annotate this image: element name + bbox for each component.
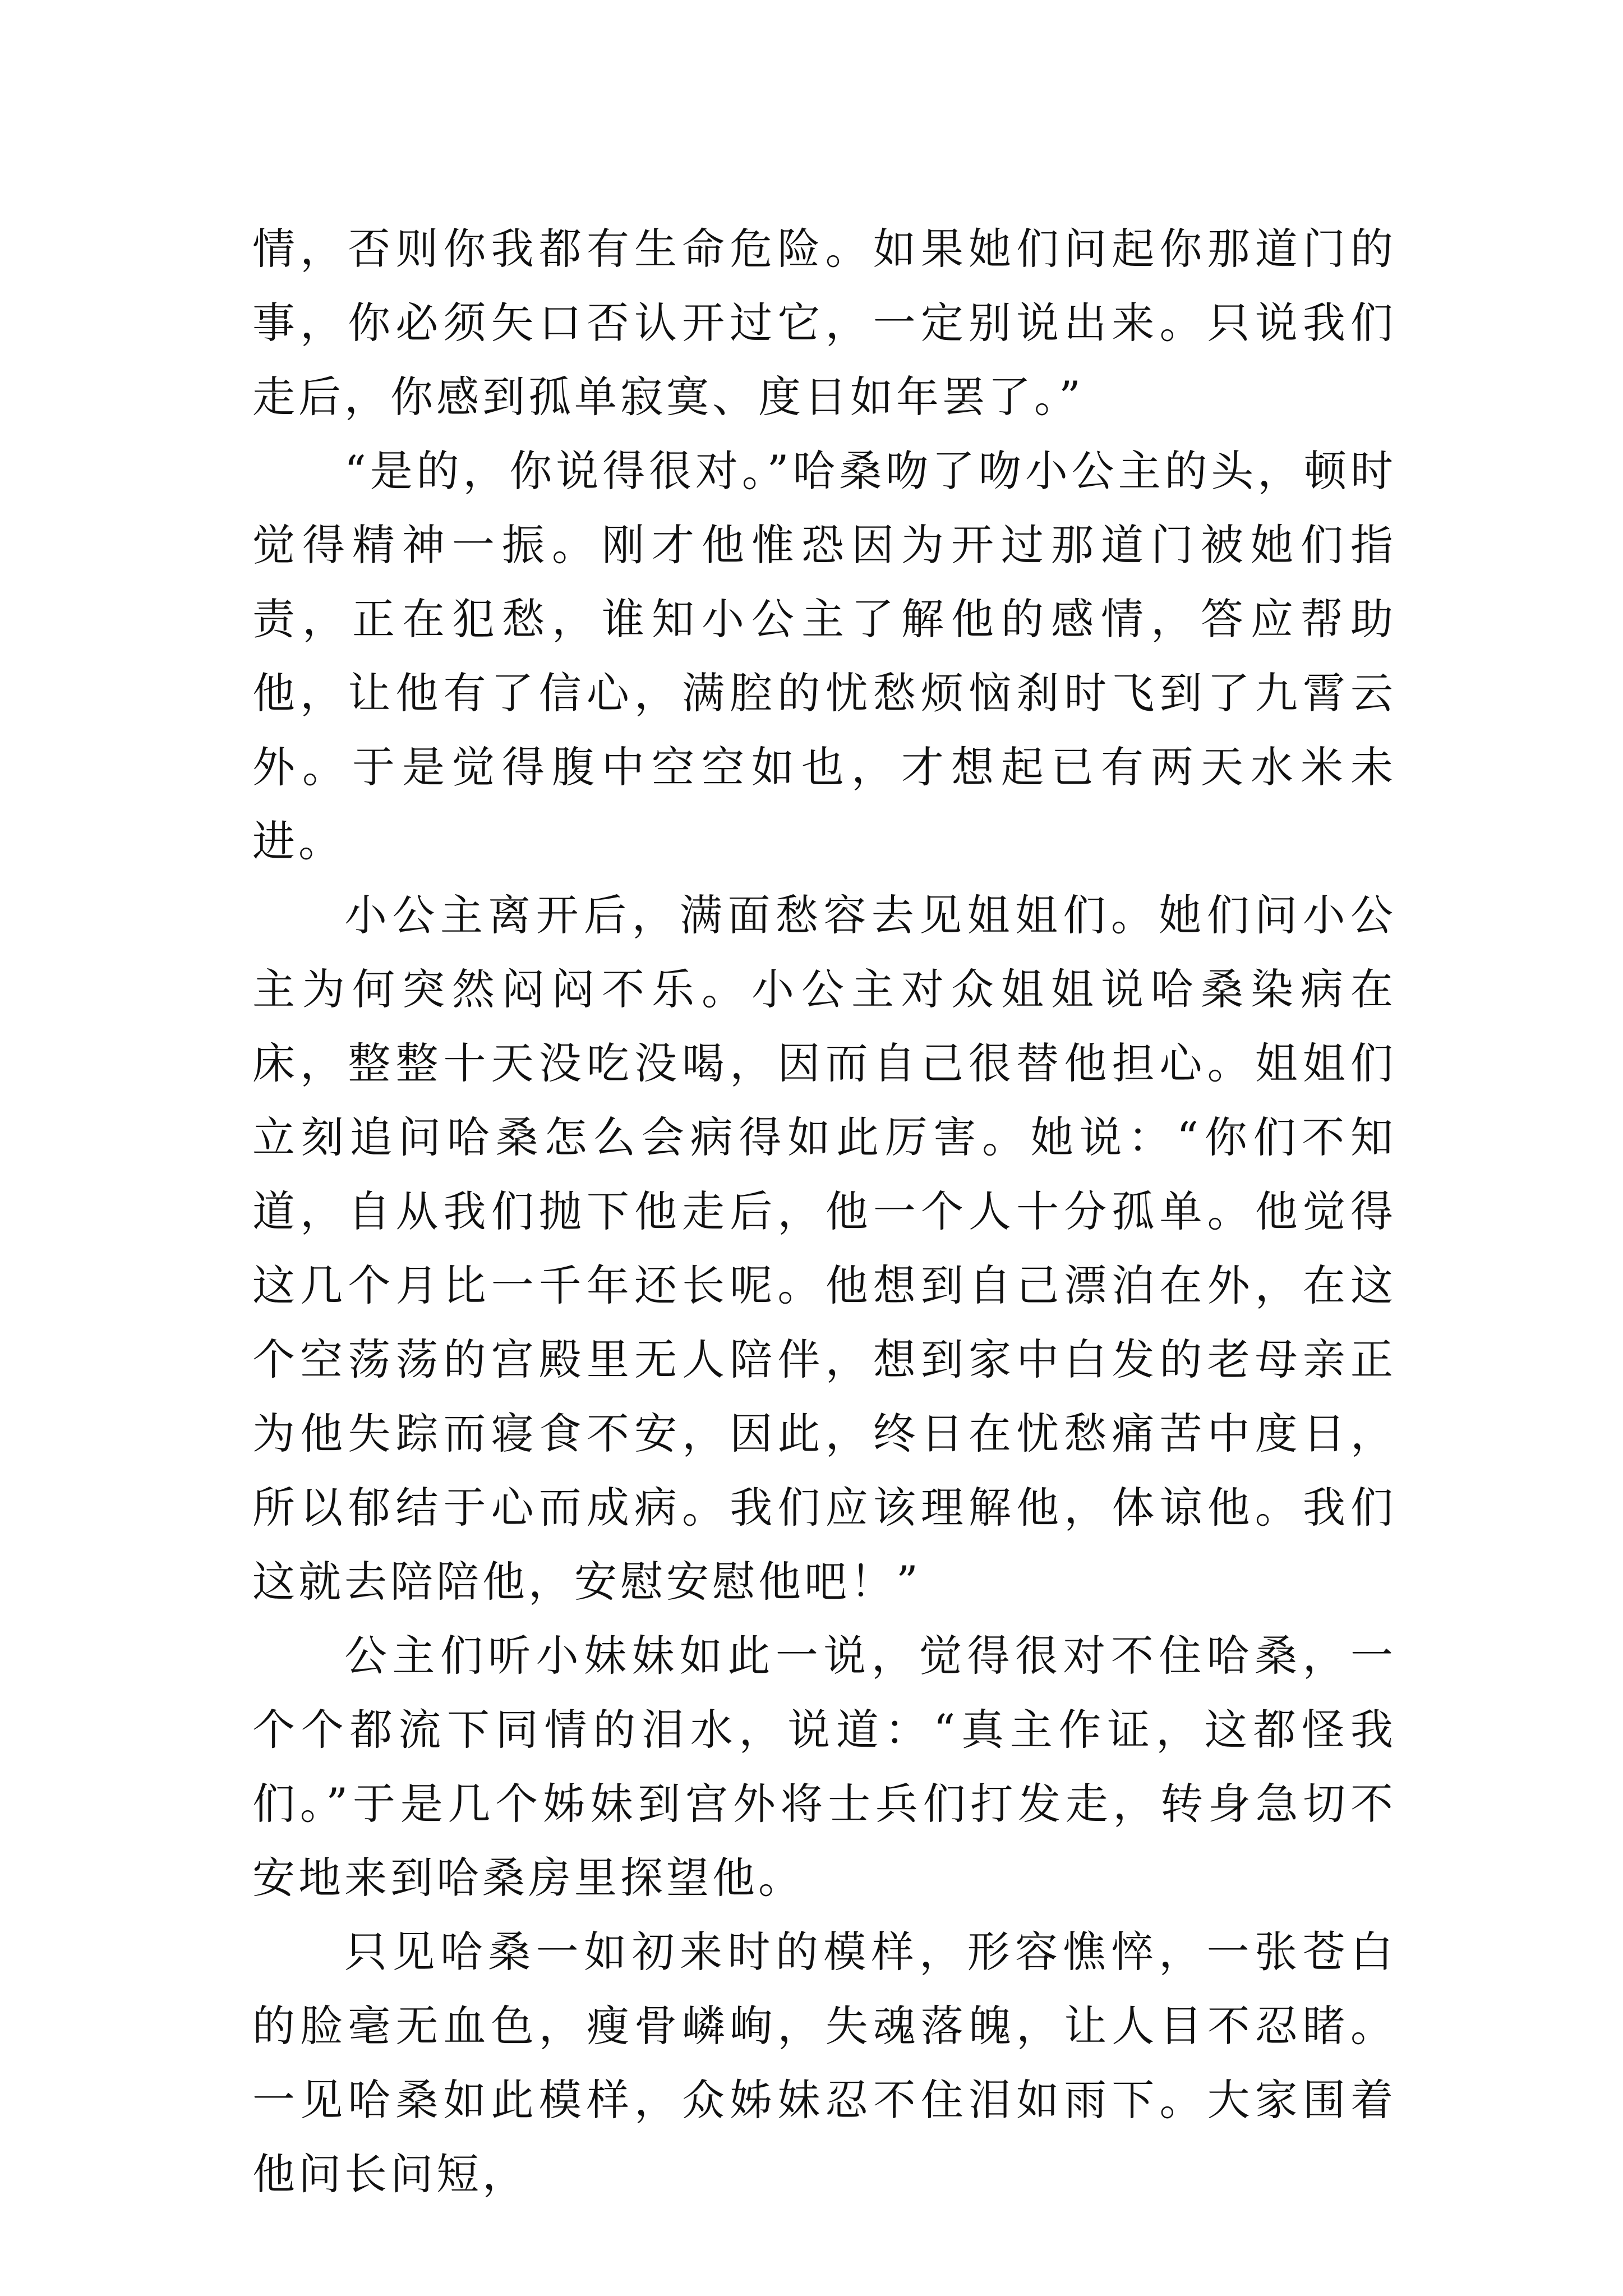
- paragraph-5: 只见哈桑一如初来时的模样，形容憔悴，一张苍白的脸毫无血色，瘦骨嶙峋，失魂落魄，让人目不忍睹。一见哈桑如此模样，众姊妹忍不住泪如雨下。大家围着他问长问短，: [252, 1927, 1396, 2199]
- paragraph-1: 情，否则你我都有生命危险。如果她们问起你那道门的事，你必须矢口否认开过它，一定别说出来。只说我们走后，你感到孤单寂寞、度日如年罢了。”: [252, 224, 1396, 422]
- paragraph-2: “是的，你说得很对。”哈桑吻了吻小公主的头，顿时觉得精神一振。刚才他惟恐因为开过那道门被她们指责，正在犯愁，谁知小公主了解他的感情，答应帮助他，让他有了信心，满腔的忧愁烦恼刹时飞到了九霄云外。于是觉得腹中空空如也，才想起已有两天水米未进。: [252, 446, 1396, 866]
- paragraph-3: 小公主离开后，满面愁容去见姐姐们。她们问小公主为何突然闷闷不乐。小公主对众姐姐说哈桑染病在床，整整十天没吃没喝，因而自己很替他担心。姐姐们立刻追问哈桑怎么会病得如此厉害。她说：“你们不知道，自从我们抛下他走后，他一个人十分孤单。他觉得这几个月比一千年还长呢。他想到自己漂泊在外，在这个空荡荡的宫殿里无人陪伴，想到家中白发的老母亲正为他失踪而寝食不安，因此，终日在忧愁痛苦中度日，所以郁结于心而成病。我们应该理解他，体谅他。我们这就去陪陪他，安慰安慰他吧！”: [252, 890, 1396, 1607]
- paragraph-4: 公主们听小妹妹如此一说，觉得很对不住哈桑，一个个都流下同情的泪水，说道：“真主作证，这都怪我们。”于是几个姊妹到宫外将士兵们打发走，转身急切不安地来到哈桑房里探望他。: [252, 1631, 1396, 1903]
- body-text: [252, 212, 1396, 2211]
